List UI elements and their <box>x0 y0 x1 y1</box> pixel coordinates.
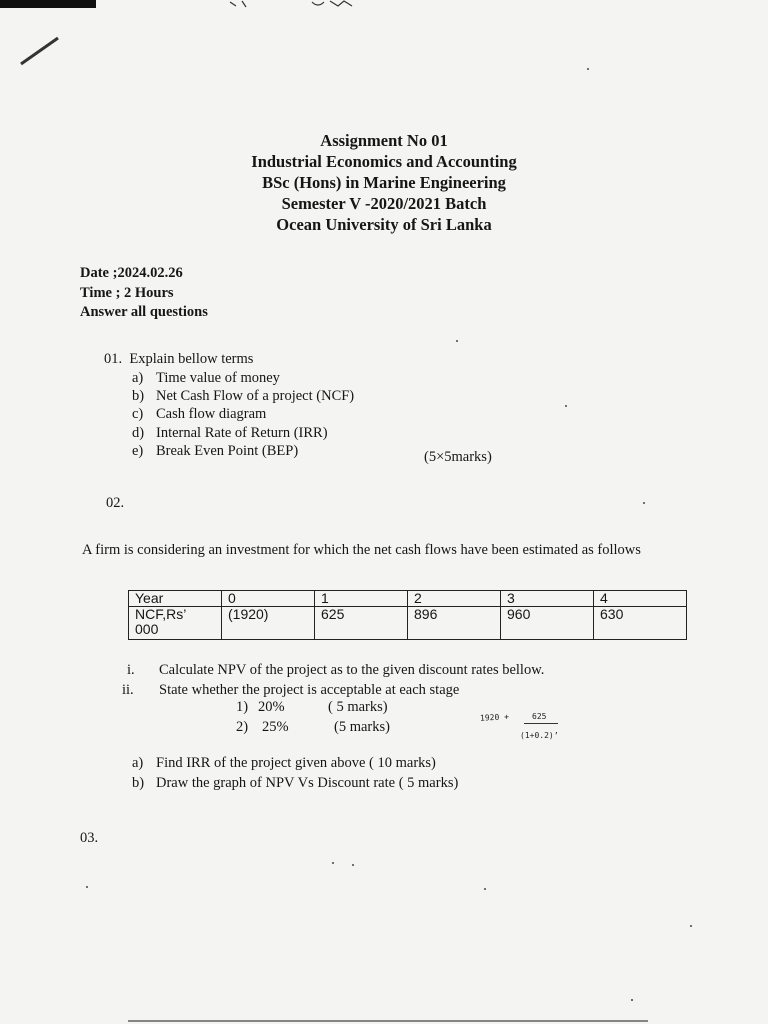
q1-number: 01. <box>104 351 123 367</box>
q1-marks: (5×5marks) <box>424 449 492 465</box>
handwritten-fraction-bar <box>524 723 558 724</box>
handwritten-note: 1920 + <box>479 712 510 723</box>
scan-dust <box>690 925 692 927</box>
discount-rate-1: 1) 20% ( 5 marks) <box>236 699 388 715</box>
table-cell: 1 <box>315 591 408 607</box>
scan-edge-mark <box>0 0 96 8</box>
course-title: Industrial Economics and Accounting <box>251 152 517 171</box>
table-row <box>129 607 687 640</box>
top-scribble-icon <box>226 0 366 10</box>
pen-mark-icon <box>18 34 62 68</box>
scan-dust <box>456 340 458 342</box>
q1-item: c) Cash flow diagram <box>132 406 267 422</box>
program-title: BSc (Hons) in Marine Engineering <box>262 173 506 192</box>
table-cell: 625 <box>315 607 408 640</box>
table-cell: NCF,Rs’ 000 <box>129 607 222 640</box>
scan-dust <box>565 405 567 407</box>
table-cell: Year <box>129 591 222 607</box>
q2-sub-b: b) Draw the graph of NPV Vs Discount rate ( 5 marks) <box>132 775 459 791</box>
ncf-table <box>128 590 687 640</box>
semester-title: Semester V -2020/2021 Batch <box>281 194 487 213</box>
q1-item: e) Break Even Point (BEP) <box>132 443 299 459</box>
scan-dust <box>484 888 486 890</box>
q2-part-ii: ii. State whether the project is acceptable at each stage <box>122 682 460 698</box>
exam-date: Date ;2024.02.26 <box>80 265 183 281</box>
scan-dust <box>587 68 589 70</box>
q1-item: a) Time value of money <box>132 370 280 386</box>
q3-number: 03. <box>80 830 99 846</box>
q1-heading <box>104 351 253 368</box>
university-title: Ocean University of Sri Lanka <box>276 215 492 234</box>
q1-item: d) Internal Rate of Return (IRR) <box>132 425 328 441</box>
handwritten-fraction-bottom: (1+0.2)’ <box>520 731 559 740</box>
scan-dust <box>631 999 633 1001</box>
scan-bottom-edge <box>128 1020 648 1022</box>
q1-item: b) Net Cash Flow of a project (NCF) <box>132 388 355 404</box>
scan-dust <box>332 862 334 864</box>
scan-dust <box>352 864 354 866</box>
q2-part-i: i. Calculate NPV of the project as to the given discount rates bellow. <box>127 662 545 678</box>
table-cell: 0 <box>222 591 315 607</box>
scan-dust <box>86 886 88 888</box>
table-cell: 3 <box>501 591 594 607</box>
scan-dust <box>643 502 645 504</box>
q1-title: Explain bellow terms <box>129 351 254 367</box>
exam-instruction: Answer all questions <box>80 304 208 320</box>
q2-intro: A firm is considering an investment for which the net cash flows have been estimated as follows <box>82 542 641 558</box>
table-cell: 4 <box>594 591 687 607</box>
table-cell: 630 <box>594 607 687 640</box>
q2-sub-a: a) Find IRR of the project given above ( 10 marks) <box>132 755 436 771</box>
assignment-title: Assignment No 01 <box>320 131 448 150</box>
table-cell: (1920) <box>222 607 315 640</box>
table-header-row <box>129 591 687 607</box>
table-cell: 896 <box>408 607 501 640</box>
discount-rate-2: 2) 25% (5 marks) <box>236 719 390 735</box>
table-cell: 960 <box>501 607 594 640</box>
q2-number: 02. <box>106 495 125 511</box>
exam-time: Time ; 2 Hours <box>80 285 174 301</box>
handwritten-fraction-top: 625 <box>532 712 547 721</box>
table-cell: 2 <box>408 591 501 607</box>
